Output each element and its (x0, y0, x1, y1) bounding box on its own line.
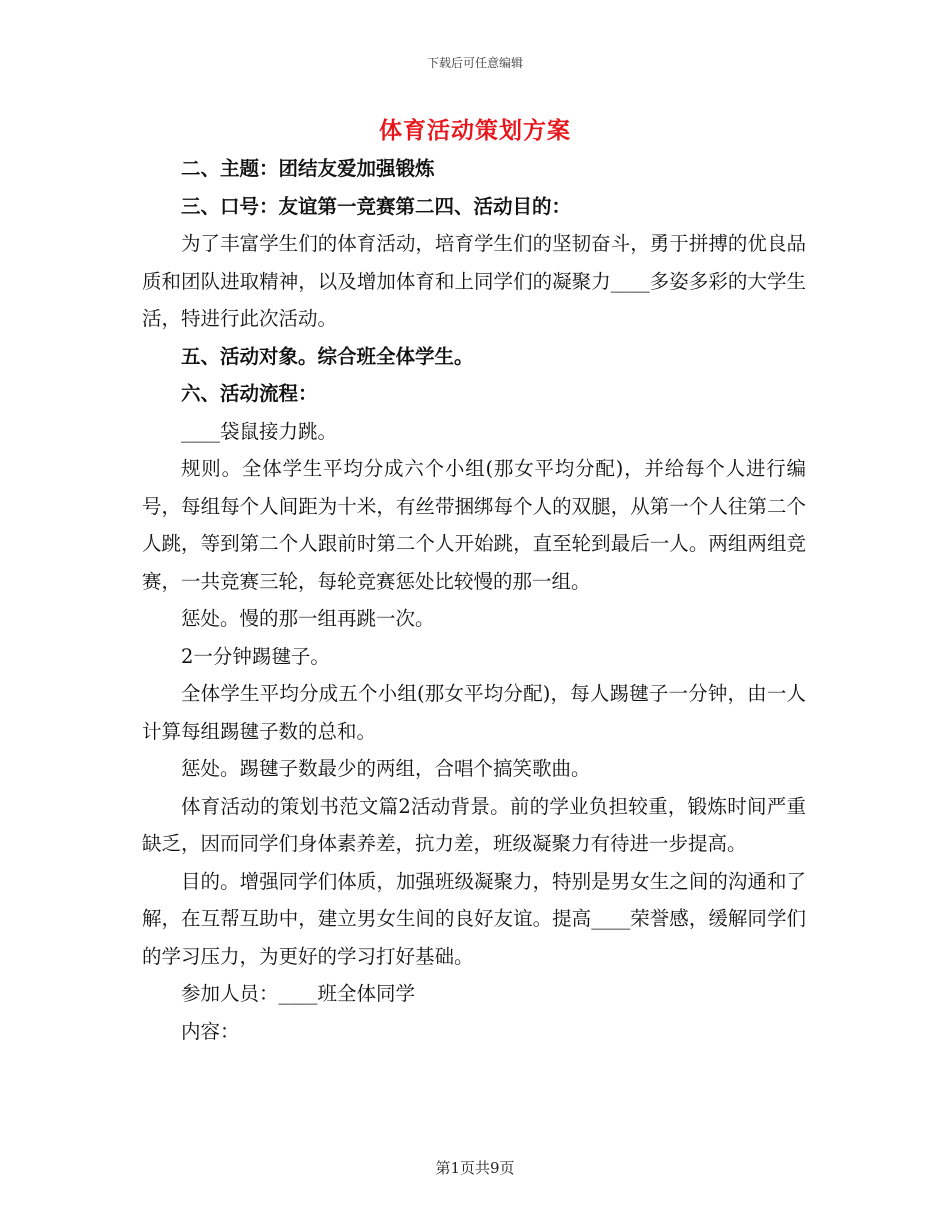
paragraph-rules: 规则。全体学生平均分成六个小组(那女平均分配)，并给每个人进行编号，每组每个人间距为十米，有丝带捆绑每个人的双腿，从第一个人往第二个人跳，等到第二个人跟前时第二个人开始跳，直至轮到最后一人。两组两组竞赛，一共竞赛三轮，每轮竞赛惩处比较慢的那一组。 (142, 457, 806, 593)
paragraph-penalty-2: 惩处。踢毽子数最少的两组，合唱个搞笑歌曲。 (181, 757, 591, 780)
paragraph-shuttlecock-rules: 全体学生平均分成五个小组(那女平均分配)，每人踢毽子一分钟，由一人计算每组踢毽子数的总和。 (142, 682, 806, 743)
item-shuttlecock: 2一分钟踢毽子。 (181, 644, 330, 668)
paragraph-attendees: 参加人员：____班全体同学 (181, 982, 416, 1005)
section-process: 六、活动流程： (181, 382, 318, 405)
section-participants: 五、活动对象。综合班全体学生。 (181, 344, 474, 368)
document-body (142, 150, 806, 1050)
paragraph-content: 内容： (181, 1019, 240, 1043)
paragraph-background: 体育活动的策划书范文篇2活动背景。前的学业负担较重，锻炼时间严重缺乏，因而同学们身体素养差，抗力差，班级凝聚力有待进一步提高。 (142, 794, 806, 855)
section-theme: 二、主题：团结友爱加强锻炼 (181, 157, 435, 180)
item-kangaroo-relay: ____袋鼠接力跳。 (181, 419, 338, 443)
paragraph-goal: 目的。增强同学们体质，加强班级凝聚力，特别是男女生之间的沟通和了解，在互帮互助中，建立男女生间的良好友谊。提高____荣誉感，缓解同学们的学习压力，为更好的学习打好基础。 (142, 869, 806, 968)
document-title: 体育活动策划方案 (379, 117, 571, 144)
paragraph-penalty-1: 惩处。慢的那一组再跳一次。 (181, 607, 435, 630)
page-header-note: 下载后可任意编辑 (426, 56, 523, 70)
page-footer: 第1页共9页 (435, 1159, 515, 1177)
section-slogan: 三、口号：友谊第一竞赛第二四、活动目的： (181, 194, 572, 218)
paragraph-purpose: 为了丰富学生们的体育活动，培育学生们的坚韧奋斗，勇于拼搏的优良品质和团队进取精神，以及增加体育和上同学们的凝聚力____多姿多彩的大学生活，特进行此次活动。 (142, 232, 806, 330)
